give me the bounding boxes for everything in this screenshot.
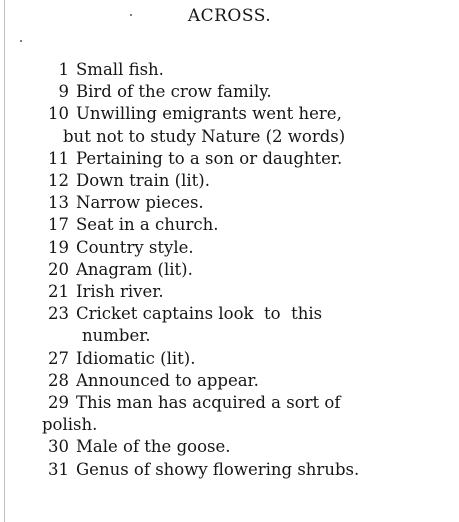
clue-23 <box>0 303 459 325</box>
clue-text: Unwilling emigrants went here, <box>76 104 342 124</box>
clue-continuation: but not to study Nature (2 words) <box>63 126 346 146</box>
clue-text: Genus of showy flowering shrubs. <box>76 459 360 479</box>
clue-31 <box>0 459 459 481</box>
clue-21 <box>0 281 459 303</box>
clue-number: 27 <box>48 348 69 368</box>
clue-text: Seat in a church. <box>76 215 219 235</box>
clue-continuation: number. <box>82 326 151 346</box>
clue-30 <box>0 436 459 458</box>
clue-number: 19 <box>48 237 69 257</box>
clue-1 <box>0 59 459 81</box>
clue-number: 9 <box>58 82 69 102</box>
clue-number: 21 <box>48 282 69 302</box>
clue-text: Irish river. <box>76 282 164 302</box>
clue-text: Announced to appear. <box>76 370 259 390</box>
clue-text: Pertaining to a son or daughter. <box>76 148 343 168</box>
clue-28 <box>0 370 459 392</box>
clue-29 <box>0 392 459 414</box>
clue-13 <box>0 192 459 214</box>
clue-text: Narrow pieces. <box>76 193 204 213</box>
clue-number: 28 <box>48 370 69 390</box>
clue-list <box>0 59 459 481</box>
clue-number: 23 <box>48 304 69 324</box>
clue-number: 29 <box>48 393 69 413</box>
print-speck <box>20 40 22 42</box>
clue-number: 12 <box>48 171 69 191</box>
clue-27 <box>0 348 459 370</box>
clue-continuation: polish. <box>42 415 98 435</box>
section-heading: ACROSS. <box>187 6 272 26</box>
clue-text: Idiomatic (lit). <box>76 348 196 368</box>
clue-number: 30 <box>48 437 69 457</box>
clue-11 <box>0 148 459 170</box>
clue-17 <box>0 214 459 236</box>
clue-12 <box>0 170 459 192</box>
clue-number: 11 <box>48 148 69 168</box>
clue-text: Cricket captains look to this <box>76 304 323 324</box>
clue-20 <box>0 259 459 281</box>
clue-text: Bird of the crow family. <box>76 82 272 102</box>
clue-text: Small fish. <box>76 60 164 79</box>
clue-text: Country style. <box>76 237 194 257</box>
clue-number: 13 <box>48 193 69 213</box>
clue-number: 20 <box>48 259 69 279</box>
clue-text: Male of the goose. <box>76 437 231 457</box>
clue-number: 17 <box>48 215 69 235</box>
clue-text: Down train (lit). <box>76 171 210 191</box>
clue-19 <box>0 237 459 259</box>
clue-10 <box>0 103 459 125</box>
clue-text: This man has acquired a sort of <box>76 393 341 413</box>
clue-number: 1 <box>58 60 69 79</box>
clue-number: 31 <box>48 459 69 479</box>
clue-number: 10 <box>48 104 69 124</box>
clue-text: Anagram (lit). <box>76 259 193 279</box>
clue-9 <box>0 81 459 103</box>
